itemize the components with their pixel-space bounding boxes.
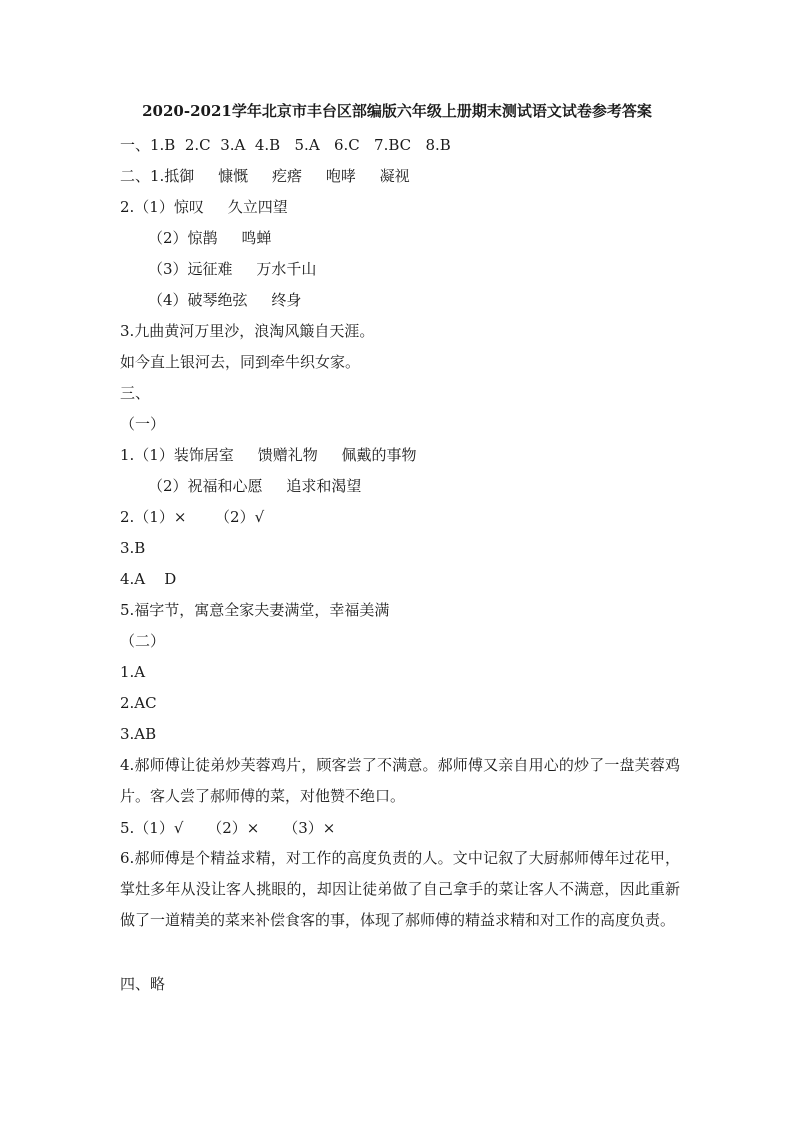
section-1-answers: 一、1.B 2.C 3.A 4.B 5.A 6.C 7.BC 8.B [120, 136, 451, 154]
section-4-answer: 四、略 [120, 975, 166, 993]
part-2-q6-paragraph: 6.郝师傅是个精益求精，对工作的高度负责的人。文中记叙了大厨郝师傅年过花甲，掌灶多年从没让客人挑眼的，却因让徒弟做了自己拿手的菜让客人不满意，因此重新做了一道精美的菜来补偿食客的事，体现了郝师傅的精益求精和对工作的高度负责。 [120, 849, 680, 929]
part-1-q3: 3.B [120, 539, 146, 557]
poem-line-2: 如今直上银河去，同到牵牛织女家。 [120, 353, 361, 371]
part-2-q5: 5.（1）√ （2）× （3）× [120, 819, 336, 837]
part-1-q1-2: （2）祝福和心愿 追求和渴望 [148, 477, 362, 495]
section-2-q2-2: （2）惊鹊 鸣蝉 [148, 229, 272, 247]
section-2-q1-answers: 二、1.抵御 慷慨 疙瘩 咆哮 凝视 [120, 167, 410, 185]
document-title: 2020-2021学年北京市丰台区部编版六年级上册期末测试语文试卷参考答案 [142, 102, 652, 120]
section-2-q2-3: （3）远征难 万水千山 [148, 260, 317, 278]
part-2-q1: 1.A [120, 663, 146, 681]
part-2-heading: （二） [120, 632, 166, 650]
section-3-heading: 三、 [120, 384, 151, 402]
part-1-q5: 5.福字节，寓意全家夫妻满堂，幸福美满 [120, 601, 390, 619]
part-1-heading: （一） [120, 415, 166, 433]
part-1-q1-1: 1.（1）装饰居室 馈赠礼物 佩戴的事物 [120, 446, 417, 464]
section-2-q2-1: 2.（1）惊叹 久立四望 [120, 198, 288, 216]
poem-line-1: 3.九曲黄河万里沙，浪淘风簸自天涯。 [120, 322, 375, 340]
part-2-q2: 2.AC [120, 694, 157, 712]
section-2-q2-4: （4）破琴绝弦 终身 [148, 291, 302, 309]
part-2-q3: 3.AB [120, 725, 157, 743]
part-1-q4: 4.A D [120, 570, 177, 588]
part-2-q4-paragraph: 4.郝师傅让徒弟炒芙蓉鸡片，顾客尝了不满意。郝师傅又亲自用心的炒了一盘芙蓉鸡片。客人尝了郝师傅的菜，对他赞不绝口。 [120, 756, 680, 805]
part-1-q2: 2.（1）× （2）√ [120, 508, 265, 526]
